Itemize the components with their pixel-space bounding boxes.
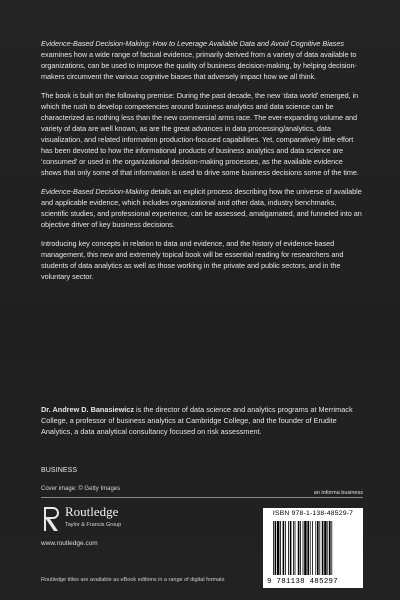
barcode-bar: [275, 521, 277, 575]
ebook-note: Routledge titles are available as eBook editions in a range of digital formats: [41, 577, 225, 583]
description-paragraph-4: Introducing key concepts in relation to data and evidence, and the history of evidence-based management, this new and extremely topical book will be essential reading for researchers and students of data analytics as well as those working in the private and public sectors, and in the voluntary sector.: [41, 239, 344, 281]
barcode-bar: [300, 521, 301, 575]
barcode-bar: [295, 521, 296, 575]
cover-image-credit: Cover image: © Getty Images: [41, 486, 121, 492]
barcode-bar: [324, 521, 326, 575]
divider-line: [41, 497, 363, 498]
barcode-bar: [315, 521, 316, 575]
book-description: [41, 38, 363, 290]
book-title-italic: Evidence-Based Decision-Making: [41, 187, 149, 196]
barcode-bar: [277, 521, 279, 575]
book-title-italic: Evidence-Based Decision-Making: How to Leverage Available Data and Avoid Cognitive Biases: [41, 39, 345, 48]
barcode-bar: [322, 521, 324, 575]
author-name: Dr. Andrew D. Banasiewicz: [41, 405, 134, 414]
description-paragraph-2: The book is built on the following premise: During the past decade, the new ‘data world’ emerged, in which the rush to develop competencies around business analytics and data science can be characterized as nothing less than the new commercial arms race. The ever-expanding volume and variety of data are well known, as are the great advances in data processing/analytics, data visualization, and related information production-focused capabilities. Yet, comparatively little effort has been devoted to how the informational products of business analytics and data science are ‘consumed’ or used in the organizational decision-making processes, as the available evidence shows that only some of that information is used to drive some business decisions some of the time.: [41, 91, 359, 177]
author-bio: [41, 404, 363, 437]
category-label: BUSINESS: [41, 467, 78, 474]
barcode-bar: [312, 521, 313, 575]
barcode-bar: [290, 521, 292, 575]
description-text: examines how a wide range of factual evidence, primarily derived from a variety of data available to organizations, can be used to improve the quality of business decision-making, by helping decision-makers circumvent the various cognitive biases that adversely impact how we all think.: [41, 50, 357, 81]
barcode-bar: [327, 521, 328, 575]
barcode-bar: [310, 521, 311, 575]
description-paragraph-1: [41, 38, 363, 82]
publisher-website[interactable]: www.routledge.com: [41, 540, 98, 547]
isbn-number: 9 781138 485297: [267, 578, 339, 586]
barcode-bar: [288, 521, 289, 575]
barcode-bar: [283, 521, 285, 575]
routledge-logo-icon: [41, 505, 61, 533]
publisher-group: Taylor & Francis Group: [65, 522, 122, 528]
barcode-bar: [273, 521, 274, 575]
isbn-barcode: [263, 508, 363, 588]
barcode-bar: [285, 521, 286, 575]
description-text: details an explicit process describing how the universe of available and applicable evidence, which includes organizational and other data, industry benchmarks, scientific studies, and professional experience, can be assessed, amalgamated, and funneled into an objective driver of key business decisions.: [41, 187, 362, 229]
author-bio-text: is the director of data science and analytics programs at Merrimack College, a professor of business analytics at Cambridge College, and the founder of Erudite Analytics, a data analytical consultancy focused on risk assessment.: [41, 405, 353, 436]
barcode-bar: [298, 521, 300, 575]
barcode-bar: [293, 521, 294, 575]
barcode-bar: [331, 521, 332, 575]
barcode-bar: [329, 521, 331, 575]
informa-tagline: an informa business: [313, 490, 363, 496]
barcode-icon: [273, 521, 353, 575]
barcode-bar: [304, 521, 306, 575]
publisher-name: Routledge: [65, 504, 119, 519]
barcode-bar: [317, 521, 319, 575]
description-paragraph-3: [41, 186, 363, 230]
barcode-bar: [280, 521, 281, 575]
barcode-bar: [303, 521, 304, 575]
barcode-bar: [319, 521, 320, 575]
isbn-label: ISBN 978-1-138-48529-7: [272, 510, 354, 517]
barcode-bar: [307, 521, 309, 575]
